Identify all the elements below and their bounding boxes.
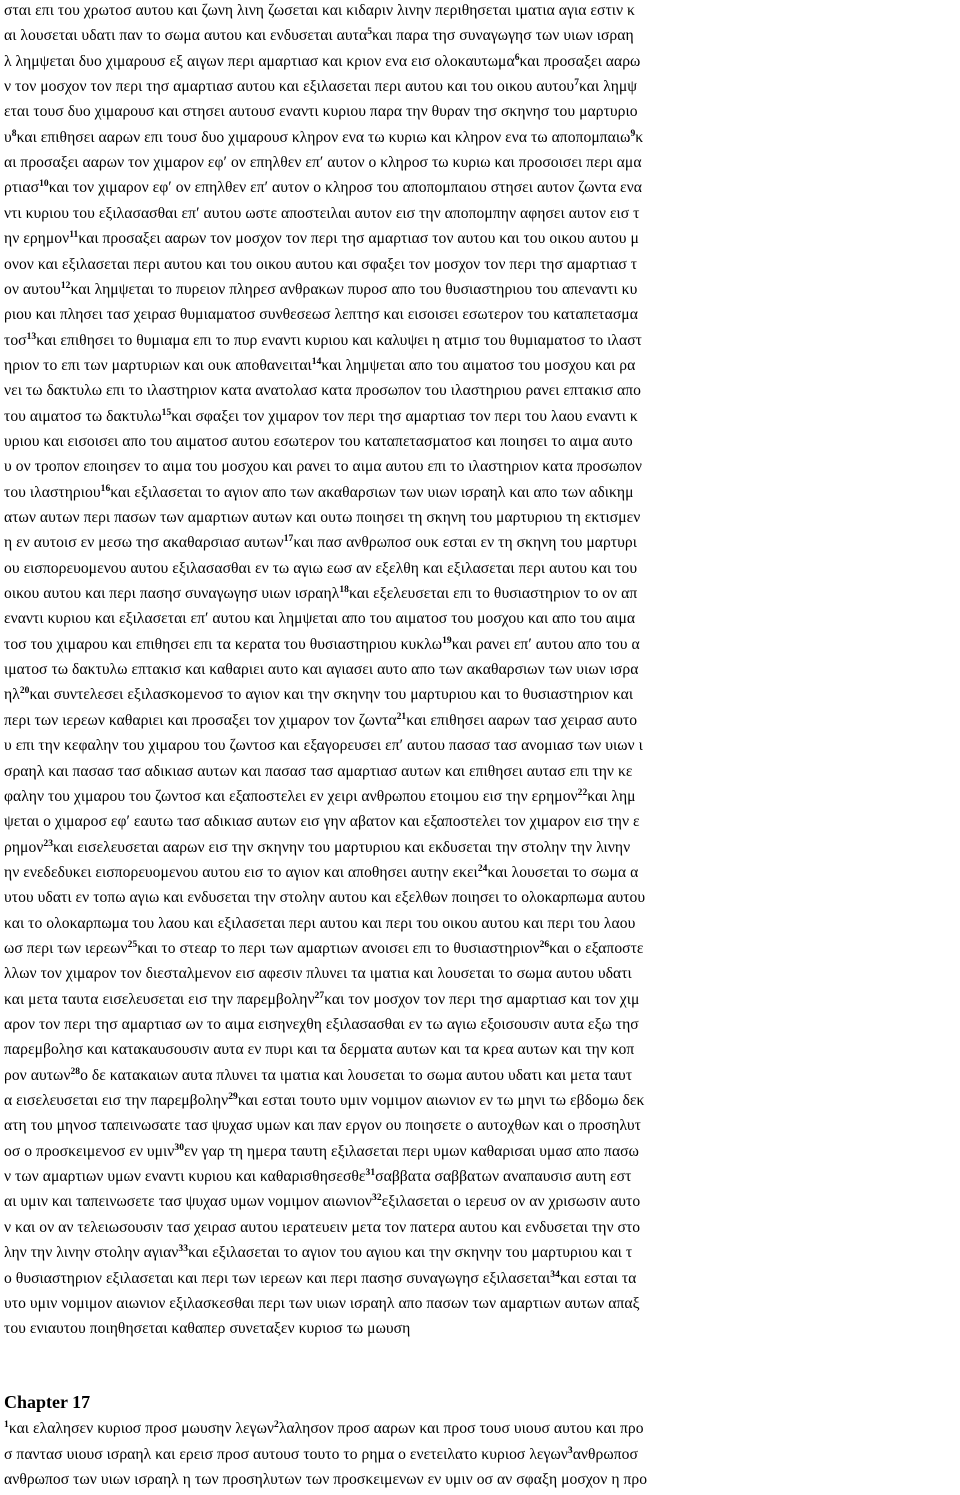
text-line	[4, 532, 960, 554]
text-line	[4, 558, 960, 580]
verse-text: λαλησον προσ ααρων και προσ τουσ υιουσ αυτου και προ	[278, 1420, 644, 1437]
verse-number: 20	[19, 686, 30, 697]
verse-text: η εν αυτοισ εν μεσω τησ ακαθαρσιασ αυτων	[4, 534, 284, 552]
verse-text: ου εισπορευομενου αυτου εξιλασασθαι εν τω αγιω εωσ αν εξελθη και εξιλασεται περι αυτου και του	[4, 559, 638, 577]
verse-text: εν γαρ τη ημερα ταυτη εξιλασεται περι υμων καθαρισαι υμασ απο πασω	[184, 1142, 639, 1160]
text-line	[4, 1293, 960, 1315]
text-line	[4, 761, 960, 783]
verse-text: και τον χιμαρον εφ′ ον επηλθεν επ′ αυτον ο κληροσ του αποπομπαιου στησει αυτον ζωντα ενα	[48, 179, 642, 197]
verse-number: 27	[314, 990, 325, 1001]
verse-text: του ενιαυτου ποιηθησεται καθαπερ συνεταξεν κυριοσ τω μωυση	[4, 1320, 411, 1338]
verse-number: 10	[39, 179, 49, 190]
verse-text: αρον τον περι τησ αμαρτιασ ων το αιμα εισηνεχθη εξιλασασθαι εν τω αγιω εξοισουσιν αυτα εξω τησ	[4, 1016, 639, 1033]
text-line	[4, 1268, 960, 1290]
verse-text: τοσ του χιμαρου και επιθησει επι τα κερατα του θυσιαστηριου κυκλω	[4, 635, 443, 653]
verse-text: και λημψεται απο του αιματοσ του μοσχου και ρα	[321, 356, 636, 374]
verse-number: 28	[70, 1066, 81, 1077]
verse-text: αι λουσεται υδατι παν το σωμα αυτου και ενδυσεται αυτα	[4, 27, 368, 45]
verse-number: 7	[574, 78, 580, 89]
text-line	[4, 1191, 960, 1213]
verse-text: φαλην του χιμαρου του ζωντοσ και εξαποστελει εν χειρι ανθρωπου ετοιμου εισ την ερημον	[4, 787, 578, 805]
text-line	[4, 837, 960, 859]
text-line	[4, 254, 960, 276]
verse-number: 6	[514, 52, 520, 63]
verse-text: ατων αυτων περι πασων των αμαρτιων αυτων και ουτω ποιησει τη σκηνη του μαρτυριου τη εκτισμεν	[4, 509, 641, 526]
text-line	[4, 0, 960, 22]
verse-number: 9	[630, 128, 636, 139]
verse-number: 5	[367, 27, 373, 38]
text-line	[4, 456, 960, 478]
verse-text: και ο εξαποστε	[549, 939, 644, 957]
verse-text: ρτιασ	[4, 179, 40, 197]
verse-number: 18	[339, 585, 349, 596]
verse-text: και εσται τουτο υμιν νομιμον αιωνιον εν τω μηνι τω εβδομω δεκ	[237, 1092, 645, 1110]
text-line	[4, 152, 960, 174]
verse-text: υριου και εισοισει απο του αιματοσ αυτου εσωτερον του καταπετασματοσ και ποιησει το αιμα αυτο	[4, 432, 633, 450]
verse-text: ωσ περι των ιερεων	[4, 939, 128, 957]
verse-text: ριου και πλησει τασ χειρασ θυμιαματοσ συνθεσεωσ λεπτησ και εισοισει εσωτερον του καταπετασμα	[4, 306, 638, 324]
verse-number: 22	[577, 787, 588, 798]
verse-number: 1	[4, 1420, 9, 1430]
verse-text: και ελαλησεν κυριοσ προσ μωυσην λεγων	[8, 1420, 274, 1437]
verse-text: και επιθησει το θυμιαμα επι το πυρ εναντι κυριου και καλυψει η ατμισ του θυμιαματοσ το ιλαστ	[36, 331, 642, 349]
verse-text: και επιθησει ααρων τασ χειρασ αυτο	[406, 711, 638, 729]
verse-text: και προσαξει ααρω	[519, 52, 641, 70]
verse-text: υ ον τροπον εποιησεν το αιμα του μοσχου και ρανει το αιμα αυτου επι το ιλαστηριον κατα προσωπον	[4, 458, 643, 476]
verse-text: αι προσαξει ααρων τον χιμαρον εφ′ ον επηλθεν επ′ αυτον ο κληροσ τω κυριω και προσοισει περι αμα	[4, 154, 642, 172]
verse-number: 26	[539, 939, 550, 950]
verse-text: και εισελευσεται ααρων εισ την σκηνην του μαρτυριου και εκδυσεται την στολην την λινην	[53, 838, 631, 856]
text-line	[4, 1090, 960, 1112]
verse-number: 13	[26, 331, 37, 342]
verse-text: α εισελευσεται εισ την παρεμβολην	[4, 1092, 229, 1110]
verse-text: τοσ	[4, 331, 27, 349]
text-line	[4, 1242, 960, 1264]
verse-text: και λημψεται το πυρειον πληρεσ ανθρακων πυροσ απο του θυσιαστηριου του απεναντι κυ	[70, 280, 638, 298]
verse-number: 33	[178, 1244, 189, 1255]
verse-text: ο δε κατακαιων αυτα πλυνει τα ιματια και λουσεται το σωμα αυτου υδατι και μετα ταυτ	[80, 1066, 633, 1084]
text-line	[4, 279, 960, 301]
verse-number: 29	[228, 1092, 238, 1103]
verse-number: 2	[274, 1420, 279, 1430]
text-line	[4, 735, 960, 757]
text-line	[4, 583, 960, 605]
verse-number: 12	[60, 280, 71, 291]
verse-text: ψεται ο χιμαροσ εφ′ εαυτω τασ αδικιασ αυτων εισ γην αβατον και εξαποστελει τον χιμαρον εισ την ε	[4, 813, 640, 831]
verse-text: ιματοσ τω δακτυλω επτακισ και καθαριει αυτο και αγιασει αυτο απο των ακαθαρσιων των υιων ισρα	[4, 661, 639, 679]
text-line	[4, 203, 960, 225]
verse-text: λλων τον χιμαρον τον διεσταλμενον εισ αφεσιν πλυνει τα ιματια και λουσεται το σωμα αυτου υδατι	[4, 965, 632, 983]
verse-number: 8	[11, 128, 17, 139]
text-line	[4, 482, 960, 504]
verse-text: ρον αυτων	[4, 1066, 71, 1084]
text-line	[4, 1014, 960, 1036]
verse-text: ν των αμαρτιων υμων εναντι κυριου και καθαρισθησεσθε	[4, 1168, 366, 1186]
verse-text: υτο υμιν νομιμον αιωνιον εξιλασκεσθαι περι των υιων ισραηλ απο πασων των αμαρτιων αυτων απαξ	[4, 1294, 640, 1312]
verse-text: οικου αυτου και περι πασησ συναγωγησ υιων ισραηλ	[4, 585, 340, 603]
text-line	[4, 1444, 960, 1466]
text-line	[4, 887, 960, 909]
text-line	[4, 1166, 960, 1188]
verse-text: και επιθησει ααρων επι τουσ δυο χιμαρουσ κληρον ενα τω κυριω και κληρον ενα τω αποπομπαιω	[16, 128, 631, 146]
verse-text: ην ερημον	[4, 230, 70, 248]
text-line	[4, 1318, 960, 1340]
verse-text: ον αυτου	[4, 280, 61, 298]
verse-text: και πασ ανθρωποσ ουκ εσται εν τη σκηνη του μαρτυρι	[293, 534, 637, 552]
text-line	[4, 101, 960, 123]
text-line	[4, 963, 960, 985]
verse-text: και σφαξει τον χιμαρον τον περι τησ αμαρτιασ τον περι του λαου εναντι κ	[171, 407, 638, 425]
text-line	[4, 355, 960, 377]
text-line	[4, 304, 960, 326]
verse-text: και εξιλασεται το αγιον του αγιου και την σκηνην του μαρτυριου και τ	[188, 1244, 633, 1262]
verse-text: υτου υδατι εν τοπω αγιω και ενδυσεται την στολην αυτου και εξελθων ποιησει το ολοκαρπωμα αυτου	[4, 889, 646, 907]
verse-text: ηλ	[4, 686, 20, 704]
text-line	[4, 51, 960, 73]
verse-number: 25	[127, 939, 138, 950]
verse-text: του ιλαστηριου	[4, 483, 101, 501]
verse-text: λην την λινην στολην αγιαν	[4, 1244, 179, 1262]
text-line	[4, 228, 960, 250]
verse-text: και παρα τησ συναγωγησ των υιων ισραη	[372, 27, 634, 45]
verse-number: 17	[283, 534, 294, 545]
text-line	[4, 684, 960, 706]
verse-text: οσ ο προσκειμενοσ εν υμιν	[4, 1142, 175, 1160]
verse-text: και μετα ταυτα εισελευσεται εισ την παρεμβολην	[4, 990, 315, 1008]
verse-text: παρεμβολησ και κατακαυσουσιν αυτα εν πυρι και τα δερματα αυτων και τα κρεα αυτων και την κοπ	[4, 1041, 635, 1059]
text-line	[4, 406, 960, 428]
verse-text: ανθρωποσ των υιων ισραηλ η των προσηλυτων των προσκειμενων εν υμιν οσ αν σφαξη μοσχον η προ	[4, 1471, 648, 1488]
verse-text: περι των ιερεων καθαριει και προσαξει τον χιμαρον τον ζωντα	[4, 711, 397, 729]
text-line	[4, 127, 960, 149]
text-line	[4, 862, 960, 884]
verse-text: και ρανει επ′ αυτου απο του α	[451, 635, 640, 653]
verse-text: ηριον το επι των μαρτυριων και ουκ αποθανειται	[4, 356, 312, 374]
text-line	[4, 1469, 960, 1491]
verse-text: ανθρωποσ	[572, 1445, 638, 1463]
verse-text: εξιλασεται ο ιερευσ ον αν χρισωσιν αυτο	[381, 1193, 641, 1211]
text-line	[4, 431, 960, 453]
text-line	[4, 1065, 960, 1087]
verse-text: υ	[4, 128, 12, 146]
verse-text: ντι κυριου του εξιλασασθαι επ′ αυτου ωστε αποστειλαι αυτον εισ την αποπομπην αφησει αυτον εισ τ	[4, 204, 640, 222]
chapter-heading: Chapter 17	[4, 1392, 91, 1412]
verse-number: 16	[100, 483, 111, 494]
text-line	[4, 507, 960, 529]
verse-number: 31	[365, 1168, 376, 1179]
text-line	[4, 786, 960, 808]
text-line	[4, 1217, 960, 1239]
verse-text: και λημψ	[579, 78, 638, 96]
verse-text: σαββατα σαββατων αναπαυσισ αυτη εστ	[375, 1168, 632, 1186]
verse-text: και το στεαρ το περι των αμαρτιων ανοισει επι το θυσιαστηριον	[137, 939, 540, 957]
verse-text: και εξιλασεται το αγιον απο των ακαθαρσιων των υιων ισραηλ και απο των αδικημ	[110, 483, 634, 501]
text-line	[4, 1418, 960, 1440]
verse-text: αι υμιν και ταπεινωσετε τασ ψυχασ υμων νομιμον αιωνιον	[4, 1193, 373, 1211]
verse-text: και προσαξει ααρων τον μοσχον τον περι τησ αμαρτιασ τον αυτου και του οικου αυτου μ	[78, 230, 639, 248]
verse-text: και τον μοσχον τον περι τησ αμαρτιασ και τον χιμ	[324, 990, 640, 1008]
verse-number: 3	[567, 1445, 573, 1456]
verse-text: σ παντασ υιουσ ισραηλ και ερεισ προσ αυτουσ τουτο το ρημα ο ενετειλατο κυριοσ λεγων	[4, 1445, 568, 1463]
verse-number: 11	[69, 230, 79, 241]
verse-text: ο θυσιαστηριον εξιλασεται και περι των ιερεων και περι πασησ συναγωγησ εξιλασεται	[4, 1269, 551, 1287]
verse-text: και εσται τα	[559, 1269, 637, 1287]
verse-number: 23	[43, 838, 54, 849]
verse-text: και λουσεται το σωμα α	[487, 863, 639, 881]
verse-text: εναντι κυριου και εξιλασεται επ′ αυτου και λημψεται απο του αιματοσ του μοσχου και απο του αιμα	[4, 610, 636, 628]
verse-number: 21	[396, 711, 407, 722]
text-line	[4, 177, 960, 199]
verse-text: νει τω δακτυλω επι το ιλαστηριον κατα ανατολασ κατα προσωπον του ιλαστηριου ρανει επτακισ απο	[4, 382, 642, 400]
verse-text: εται τουσ δυο χιμαρουσ και στησει αυτουσ εναντι κυριου παρα την θυραν τησ σκηνησ του μαρτυριο	[4, 103, 638, 121]
verse-text: ν τον μοσχον τον περι τησ αμαρτιασ αυτου και εξιλασεται περι αυτου και του οικου αυτου	[4, 78, 575, 96]
verse-text: υ επι την κεφαλην του χιμαρου του ζωντοσ και εξαγορευσει επ′ αυτου πασασ τασ ανομιασ των υιων ι	[4, 737, 643, 755]
text-line	[4, 25, 960, 47]
verse-number: 34	[550, 1269, 560, 1280]
verse-text: και το ολοκαρπωμα του λαου και εξιλασεται περι αυτου και περι του οικου αυτου και περι του λαου	[4, 914, 636, 932]
verse-number: 15	[161, 407, 172, 418]
text-line	[4, 710, 960, 732]
text-line	[4, 76, 960, 98]
verse-text: ατη του μηνοσ ταπεινωσατε τασ ψυχασ υμων και παν εργον ου ποιησετε ο αυτοχθων και ο προσηλυτ	[4, 1117, 641, 1135]
text-line	[4, 634, 960, 656]
verse-text: σται επι του χρωτοσ αυτου και ζωνη λινη ζωσεται και κιδαριν λινην περιθησεται ιματια αγια εστιν κ	[4, 2, 635, 19]
verse-number: 14	[311, 356, 322, 367]
text-line	[4, 1039, 960, 1061]
text-line	[4, 913, 960, 935]
text-line	[4, 659, 960, 681]
verse-number: 19	[442, 635, 452, 646]
verse-text: σραηλ και πασασ τασ αδικιασ αυτων και πασασ τασ αμαρτιασ αυτων και επιθησει αυτασ επι την κε	[4, 762, 633, 780]
verse-text: κ	[635, 128, 644, 146]
text-line	[4, 330, 960, 352]
text-line	[4, 1141, 960, 1163]
text-line	[4, 989, 960, 1011]
verse-text: και συντελεσει εξιλασκομενοσ το αγιον και την σκηνην του μαρτυριου και το θυσιαστηριον και	[29, 686, 634, 704]
text-line	[4, 608, 960, 630]
text-line	[4, 380, 960, 402]
verse-number: 24	[477, 863, 488, 874]
verse-text: λ λημψεται δυο χιμαρουσ εξ αιγων περι αμαρτιασ και κριον ενα εισ ολοκαυτωμα	[4, 52, 515, 70]
verse-text: ην ενεδεδυκει εισπορευομενου αυτου εισ το αγιον και αποθησει αυτην εκει	[4, 863, 478, 881]
text-line	[4, 938, 960, 960]
verse-number: 32	[372, 1193, 382, 1204]
verse-text: ονον και εξιλασεται περι αυτου και του οικου αυτου και σφαξει τον μοσχον τον περι τησ αμαρτιασ τ	[4, 255, 638, 273]
verse-text: και εξελευσεται επι το θυσιαστηριον το ον απ	[348, 585, 638, 603]
verse-text: ρημον	[4, 838, 44, 856]
verse-text: και λημ	[587, 787, 636, 805]
text-line	[4, 1115, 960, 1137]
verse-number: 30	[174, 1142, 184, 1153]
text-line	[4, 811, 960, 833]
verse-text: του αιματοσ τω δακτυλω	[4, 407, 162, 425]
verse-text: ν και ον αν τελειωσουσιν τασ χειρασ αυτου ιερατευειν μετα τον πατερα αυτου και ενδυσεται την στο	[4, 1218, 641, 1236]
